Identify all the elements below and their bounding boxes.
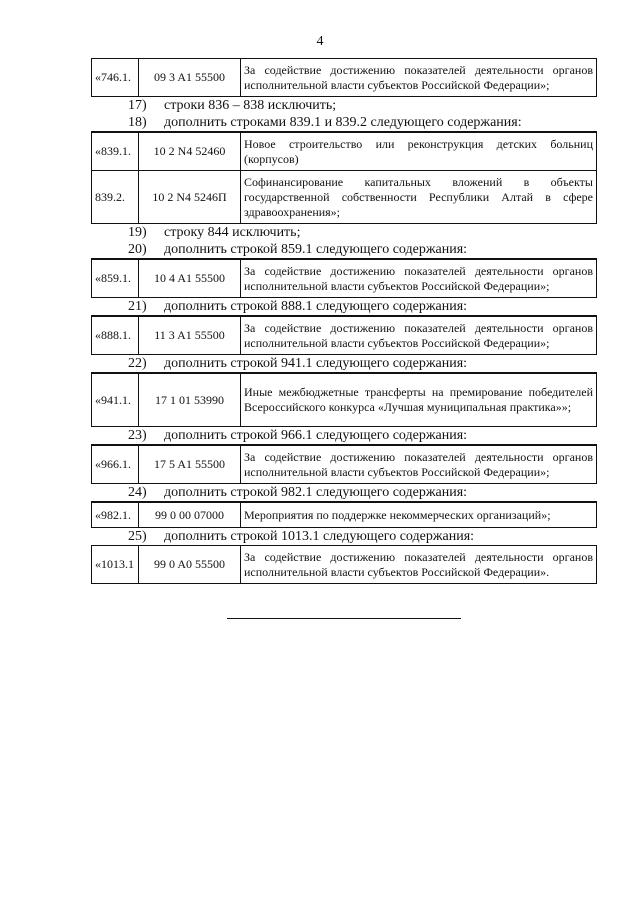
end-separator-line <box>227 618 461 619</box>
row-description: За содействие достижению показателей деятельности органов исполнительной власти субъектов Российской Федерации»; <box>241 59 597 97</box>
table-row <box>92 260 597 298</box>
table-row <box>92 317 597 355</box>
row-number: «839.1. <box>92 133 139 171</box>
budget-table-746-1 <box>91 58 597 97</box>
row-number: «746.1. <box>92 59 139 97</box>
instruction-text: дополнить строкой 859.1 следующего содержания: <box>164 242 468 257</box>
budget-code: 11 3 A1 55500 <box>139 317 241 355</box>
row-description: Иные межбюджетные трансферты на премирование победителей Всероссийского конкурса «Лучшая муниципальная практика»»; <box>241 374 597 427</box>
row-description: За содействие достижению показателей деятельности органов исполнительной власти субъектов Российской Федерации». <box>241 546 597 584</box>
instruction-number: 21) <box>128 299 147 314</box>
budget-code: 10 2 N4 5246П <box>139 171 241 224</box>
instruction-text: дополнить строкой 982.1 следующего содержания: <box>164 485 468 500</box>
instruction-text: дополнить строкой 1013.1 следующего содержания: <box>164 529 475 544</box>
row-number: 839.2. <box>92 171 139 224</box>
instruction-number: 23) <box>128 428 147 443</box>
budget-table-966-1 <box>91 445 597 484</box>
table-row <box>92 374 597 427</box>
instruction-21 <box>91 298 597 316</box>
row-description: Мероприятия по поддержке некоммерческих организаций»; <box>241 503 597 528</box>
row-number: «1013.1 <box>92 546 139 584</box>
row-description: Новое строительство или реконструкция детских больниц (корпусов) <box>241 133 597 171</box>
instruction-20 <box>91 241 597 259</box>
budget-code: 09 3 A1 55500 <box>139 59 241 97</box>
budget-table-1013-1 <box>91 545 597 584</box>
instruction-text: строку 844 исключить; <box>164 225 301 240</box>
budget-table-839 <box>91 132 597 224</box>
budget-code: 17 1 01 53990 <box>139 374 241 427</box>
row-description: За содействие достижению показателей деятельности органов исполнительной власти субъектов Российской Федерации»; <box>241 317 597 355</box>
budget-code: 17 5 A1 55500 <box>139 446 241 484</box>
table-row <box>92 59 597 97</box>
instruction-25 <box>91 528 597 545</box>
instruction-18 <box>91 114 597 132</box>
row-description: За содействие достижению показателей деятельности органов исполнительной власти субъектов Российской Федерации»; <box>241 260 597 298</box>
budget-code: 10 4 A1 55500 <box>139 260 241 298</box>
row-number: «859.1. <box>92 260 139 298</box>
row-description: За содействие достижению показателей деятельности органов исполнительной власти субъектов Российской Федерации»; <box>241 446 597 484</box>
row-number: «966.1. <box>92 446 139 484</box>
table-row <box>92 446 597 484</box>
budget-table-941-1 <box>91 373 597 427</box>
row-number: «941.1. <box>92 374 139 427</box>
instruction-text: дополнить строками 839.1 и 839.2 следующего содержания: <box>164 115 522 130</box>
table-row <box>92 503 597 528</box>
row-number: «982.1. <box>92 503 139 528</box>
instruction-number: 18) <box>128 115 147 130</box>
table-row <box>92 133 597 171</box>
budget-table-859-1 <box>91 259 597 298</box>
instruction-24 <box>91 484 597 502</box>
instruction-19 <box>91 224 597 241</box>
instruction-text: строки 836 – 838 исключить; <box>164 98 337 113</box>
budget-code: 10 2 N4 52460 <box>139 133 241 171</box>
instruction-number: 19) <box>128 225 147 240</box>
row-description: Софинансирование капитальных вложений в объекты государственной собственности Республики Алтай в сфере здравоохранения»; <box>241 171 597 224</box>
instruction-17 <box>91 97 597 114</box>
row-number: «888.1. <box>92 317 139 355</box>
budget-code: 99 0 A0 55500 <box>139 546 241 584</box>
instruction-text: дополнить строкой 888.1 следующего содержания: <box>164 299 468 314</box>
instruction-number: 24) <box>128 485 147 500</box>
instruction-number: 17) <box>128 98 147 113</box>
budget-code: 99 0 00 07000 <box>139 503 241 528</box>
table-row <box>92 171 597 224</box>
instruction-number: 20) <box>128 242 147 257</box>
instruction-text: дополнить строкой 966.1 следующего содержания: <box>164 428 468 443</box>
instruction-22 <box>91 355 597 373</box>
instruction-text: дополнить строкой 941.1 следующего содержания: <box>164 356 468 371</box>
document-body <box>91 58 597 584</box>
table-row <box>92 546 597 584</box>
instruction-23 <box>91 427 597 445</box>
page-number: 4 <box>316 34 324 49</box>
budget-table-982-1 <box>91 502 597 528</box>
instruction-number: 22) <box>128 356 147 371</box>
instruction-number: 25) <box>128 529 147 544</box>
budget-table-888-1 <box>91 316 597 355</box>
